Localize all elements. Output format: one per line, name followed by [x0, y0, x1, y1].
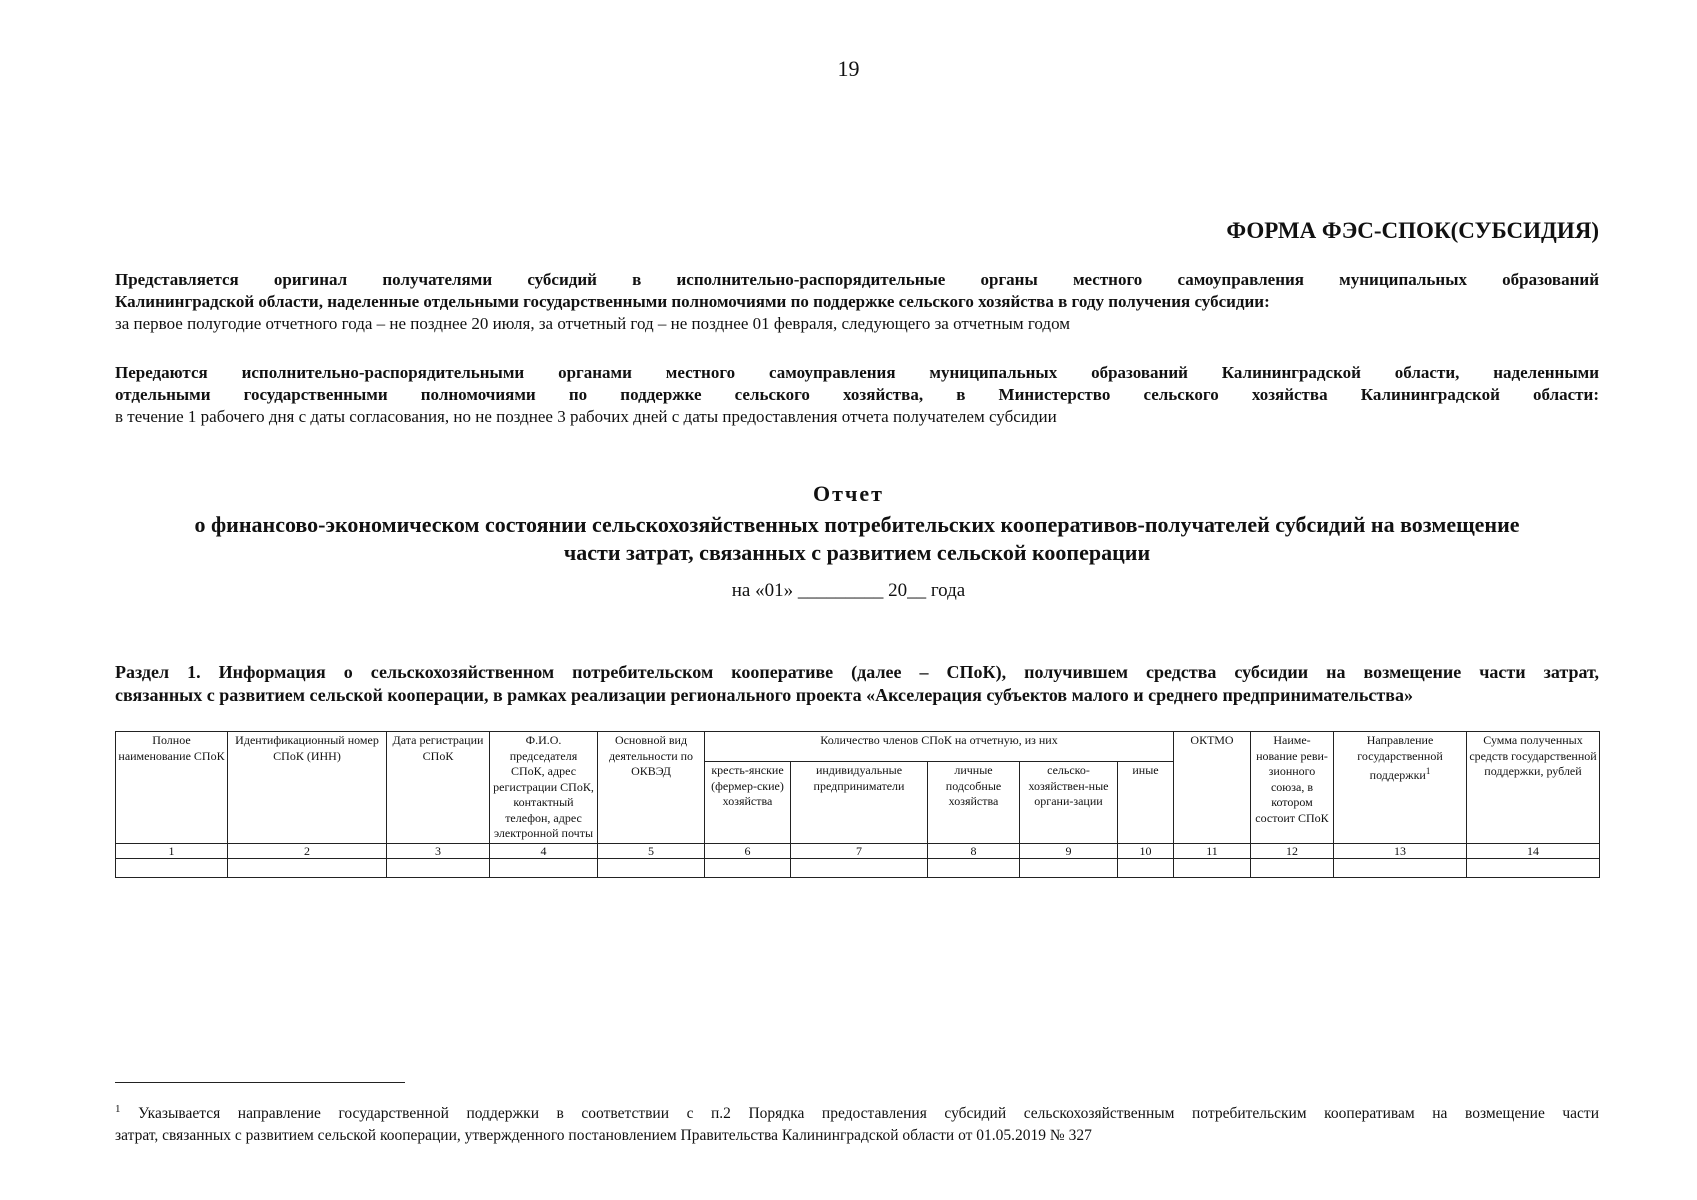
empty-cell	[116, 858, 228, 877]
footnote-line-1-text: Указывается направление государственной поддержки в соответствии с п.2 Порядка предоставления субсидий сельскохозяйственным потребительским кооперативам на возмещение части	[138, 1105, 1600, 1123]
submission-line-2: Калининградской области, наделенные отдельными государственными полномочиями по поддержке сельского хозяйства в году получения субсидии:	[115, 292, 1270, 311]
table-row	[116, 858, 1600, 877]
column-number: 11	[1174, 843, 1251, 858]
header-members-group: Количество членов СПоК на отчетную, из них	[705, 732, 1174, 762]
empty-cell	[791, 858, 928, 877]
submission-instructions	[115, 269, 1599, 335]
header-chairman-contacts: Ф.И.О. председателя СПоК, адрес регистрации СПоК, контактный телефон, адрес электронной почты	[490, 732, 598, 844]
header-oktmo: ОКТМО	[1174, 732, 1251, 844]
column-number: 3	[387, 843, 490, 858]
footnote-divider	[115, 1082, 405, 1083]
column-number: 2	[228, 843, 387, 858]
footnote-line-1	[115, 1098, 1599, 1125]
column-number: 6	[705, 843, 791, 858]
submission-line-1: Представляется оригинал получателями субсидий в исполнительно-распорядительные органы местного самоуправления муниципальных образований	[115, 270, 1599, 289]
header-agri-organizations: сельско-хозяйствен-ные органи-зации	[1020, 762, 1118, 843]
column-number: 14	[1467, 843, 1600, 858]
footnote-reference: 1	[1425, 766, 1431, 776]
header-audit-union: Наиме-нование реви-зионного союза, в котором состоит СПоК	[1251, 732, 1334, 844]
column-number: 7	[791, 843, 928, 858]
column-number: 5	[598, 843, 705, 858]
report-subtitle-line-1: о финансово-экономическом состоянии сельскохозяйственных потребительских кооперативов-получателей субсидий на возмещение	[194, 512, 1520, 537]
section-1-heading-line-1: Раздел 1. Информация о сельскохозяйственном потребительском кооперативе (далее – СПоК), получившем средства субсидии на возмещение части затрат,	[115, 662, 1599, 682]
page-number: 19	[837, 56, 860, 81]
empty-cell	[490, 858, 598, 877]
footnote-line-2: затрат, связанных с развитием сельской кооперации, утвержденного постановлением Правительства Калининградской области от 01.05.2019 № 327	[115, 1127, 1092, 1145]
report-date: на «01» _________ 20__ года	[731, 580, 966, 601]
empty-cell	[1467, 858, 1600, 877]
header-support-direction	[1334, 732, 1467, 844]
header-farms: кресть-янские (фермер-ские) хозяйства	[705, 762, 791, 843]
transmission-line-2: отдельными государственными полномочиями по поддержке сельского хозяйства, в Министерство сельского хозяйства Калининградской области:	[115, 385, 1599, 404]
empty-cell	[1118, 858, 1174, 877]
transmission-deadlines: в течение 1 рабочего дня с даты согласования, но не позднее 3 рабочих дней с даты предоставления отчета получателем субсидии	[115, 407, 1057, 426]
empty-cell	[928, 858, 1020, 877]
empty-cell	[1334, 858, 1467, 877]
empty-cell	[1251, 858, 1334, 877]
header-entrepreneurs: индивидуальные предприниматели	[791, 762, 928, 843]
header-inn: Идентификационный номер СПоК (ИНН)	[228, 732, 387, 844]
empty-cell	[387, 858, 490, 877]
header-other: иные	[1118, 762, 1174, 843]
transmission-line-1: Передаются исполнительно-распорядительными органами местного самоуправления муниципальных образований Калининградской области, наделенными	[115, 363, 1599, 382]
report-subtitle-line-2: части затрат, связанных с развитием сельской кооперации	[563, 540, 1151, 565]
column-number-row	[116, 843, 1600, 858]
header-support-sum: Сумма полученных средств государственной поддержки, рублей	[1467, 732, 1600, 844]
footnote	[115, 1098, 1599, 1147]
header-full-name: Полное наименование СПоК	[116, 732, 228, 844]
empty-cell	[705, 858, 791, 877]
cooperative-info-table	[115, 731, 1600, 878]
empty-cell	[228, 858, 387, 877]
header-households: личные подсобные хозяйства	[928, 762, 1020, 843]
report-subtitle	[115, 511, 1599, 567]
transmission-instructions	[115, 362, 1599, 428]
column-number: 1	[116, 843, 228, 858]
column-number: 9	[1020, 843, 1118, 858]
form-code: ФОРМА ФЭС-СПОК(СУБСИДИЯ)	[1226, 218, 1599, 243]
empty-cell	[1020, 858, 1118, 877]
header-okved: Основной вид деятельности по ОКВЭД	[598, 732, 705, 844]
section-1-heading-line-2: связанных с развитием сельской кооперации, в рамках реализации регионального проекта «Акселерация субъектов малого и среднего предпринимательства»	[115, 685, 1413, 705]
submission-deadlines: за первое полугодие отчетного года – не позднее 20 июля, за отчетный год – не позднее 01 февраля, следующего за отчетным годом	[115, 314, 1071, 333]
empty-cell	[598, 858, 705, 877]
column-number: 4	[490, 843, 598, 858]
column-number: 13	[1334, 843, 1467, 858]
header-support-direction-text: Направление государственной поддержки	[1357, 733, 1443, 782]
header-registration-date: Дата регистрации СПоК	[387, 732, 490, 844]
column-number: 12	[1251, 843, 1334, 858]
footnote-marker: 1	[115, 1103, 121, 1115]
section-1-heading	[115, 661, 1599, 707]
column-number: 10	[1118, 843, 1174, 858]
empty-cell	[1174, 858, 1251, 877]
column-number: 8	[928, 843, 1020, 858]
report-title: Отчет	[813, 481, 884, 506]
